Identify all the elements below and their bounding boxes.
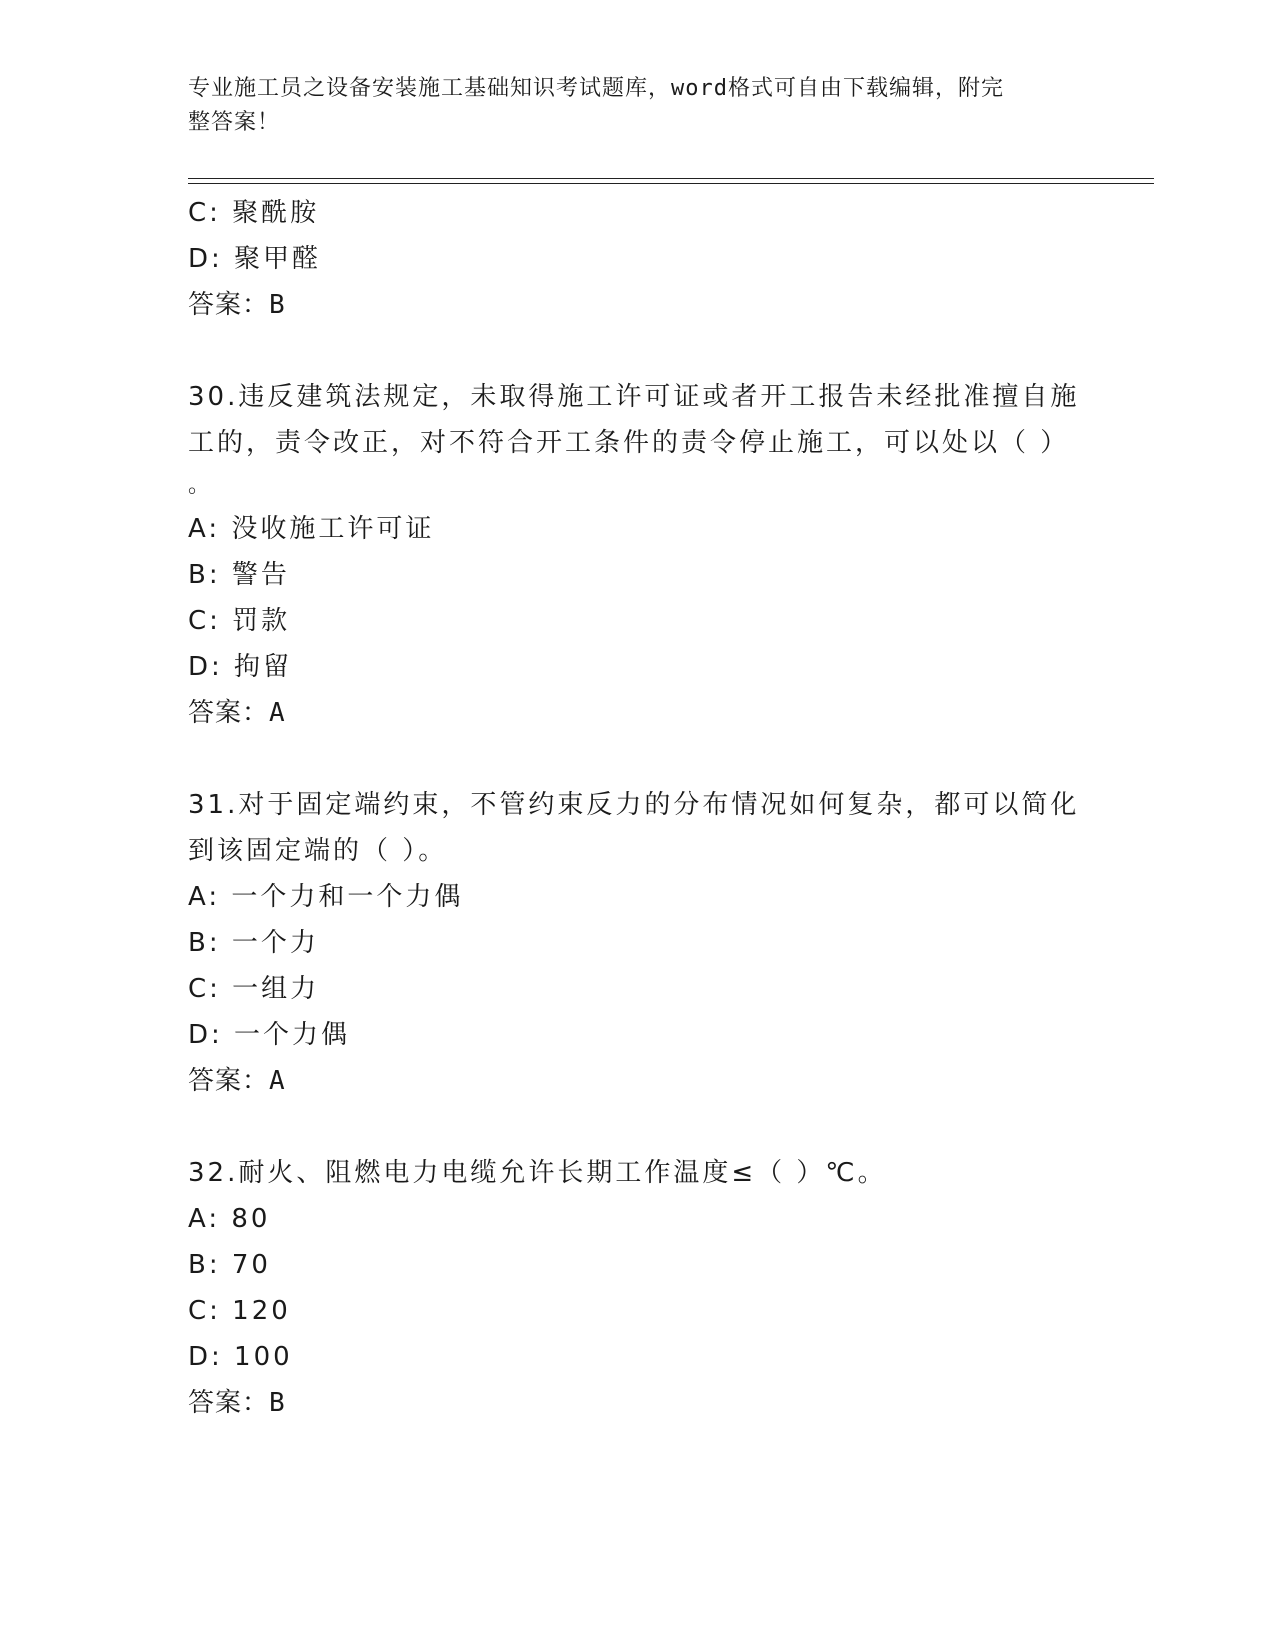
- option-a: A: 一个力和一个力偶: [188, 882, 464, 912]
- spacer: [188, 736, 1088, 782]
- header-line-2: 整答案！: [188, 110, 281, 135]
- option-d: D: 聚甲醛: [188, 244, 322, 274]
- answer: 答案：B: [188, 1388, 286, 1418]
- spacer: [188, 328, 1088, 374]
- question-29-tail: [188, 190, 1088, 328]
- question-text-line: 。: [188, 473, 214, 498]
- question-31: [188, 782, 1088, 1104]
- option-c: C: 罚款: [188, 606, 291, 636]
- option-b: B: 70: [188, 1250, 271, 1280]
- question-text-line: 30.违反建筑法规定，未取得施工许可证或者开工报告未经批准擅自施: [188, 382, 1080, 412]
- question-30: [188, 374, 1088, 736]
- question-text-line: 31.对于固定端约束，不管约束反力的分布情况如何复杂，都可以简化: [188, 790, 1080, 820]
- question-32: [188, 1150, 1088, 1426]
- answer: 答案：A: [188, 698, 286, 728]
- question-list: [188, 190, 1088, 1426]
- question-text-line: 工的，责令改正，对不符合开工条件的责令停止施工，可以处以（ ）: [188, 428, 1070, 458]
- option-c: C: 120: [188, 1296, 291, 1326]
- option-b: B: 一个力: [188, 928, 319, 958]
- option-d: D: 拘留: [188, 652, 293, 682]
- option-a: A: 没收施工许可证: [188, 514, 435, 544]
- header-divider-bottom: [188, 183, 1154, 184]
- question-text-line: 32.耐火、阻燃电力电缆允许长期工作温度≤（ ）℃。: [188, 1158, 887, 1188]
- question-text-line: 到该固定端的（ ）。: [188, 836, 448, 866]
- spacer: [188, 1104, 1088, 1150]
- option-b: B: 警告: [188, 560, 290, 590]
- header-divider-top: [188, 178, 1154, 179]
- option-a: A: 80: [188, 1204, 271, 1234]
- option-c: C: 聚酰胺: [188, 198, 320, 228]
- header-line-1: 专业施工员之设备安装施工基础知识考试题库，word格式可自由下载编辑，附完: [188, 76, 1004, 101]
- document-header: [188, 72, 1088, 140]
- answer: 答案：A: [188, 1066, 286, 1096]
- answer: 答案：B: [188, 290, 286, 320]
- option-c: C: 一组力: [188, 974, 320, 1004]
- option-d: D: 100: [188, 1342, 293, 1372]
- option-d: D: 一个力偶: [188, 1020, 351, 1050]
